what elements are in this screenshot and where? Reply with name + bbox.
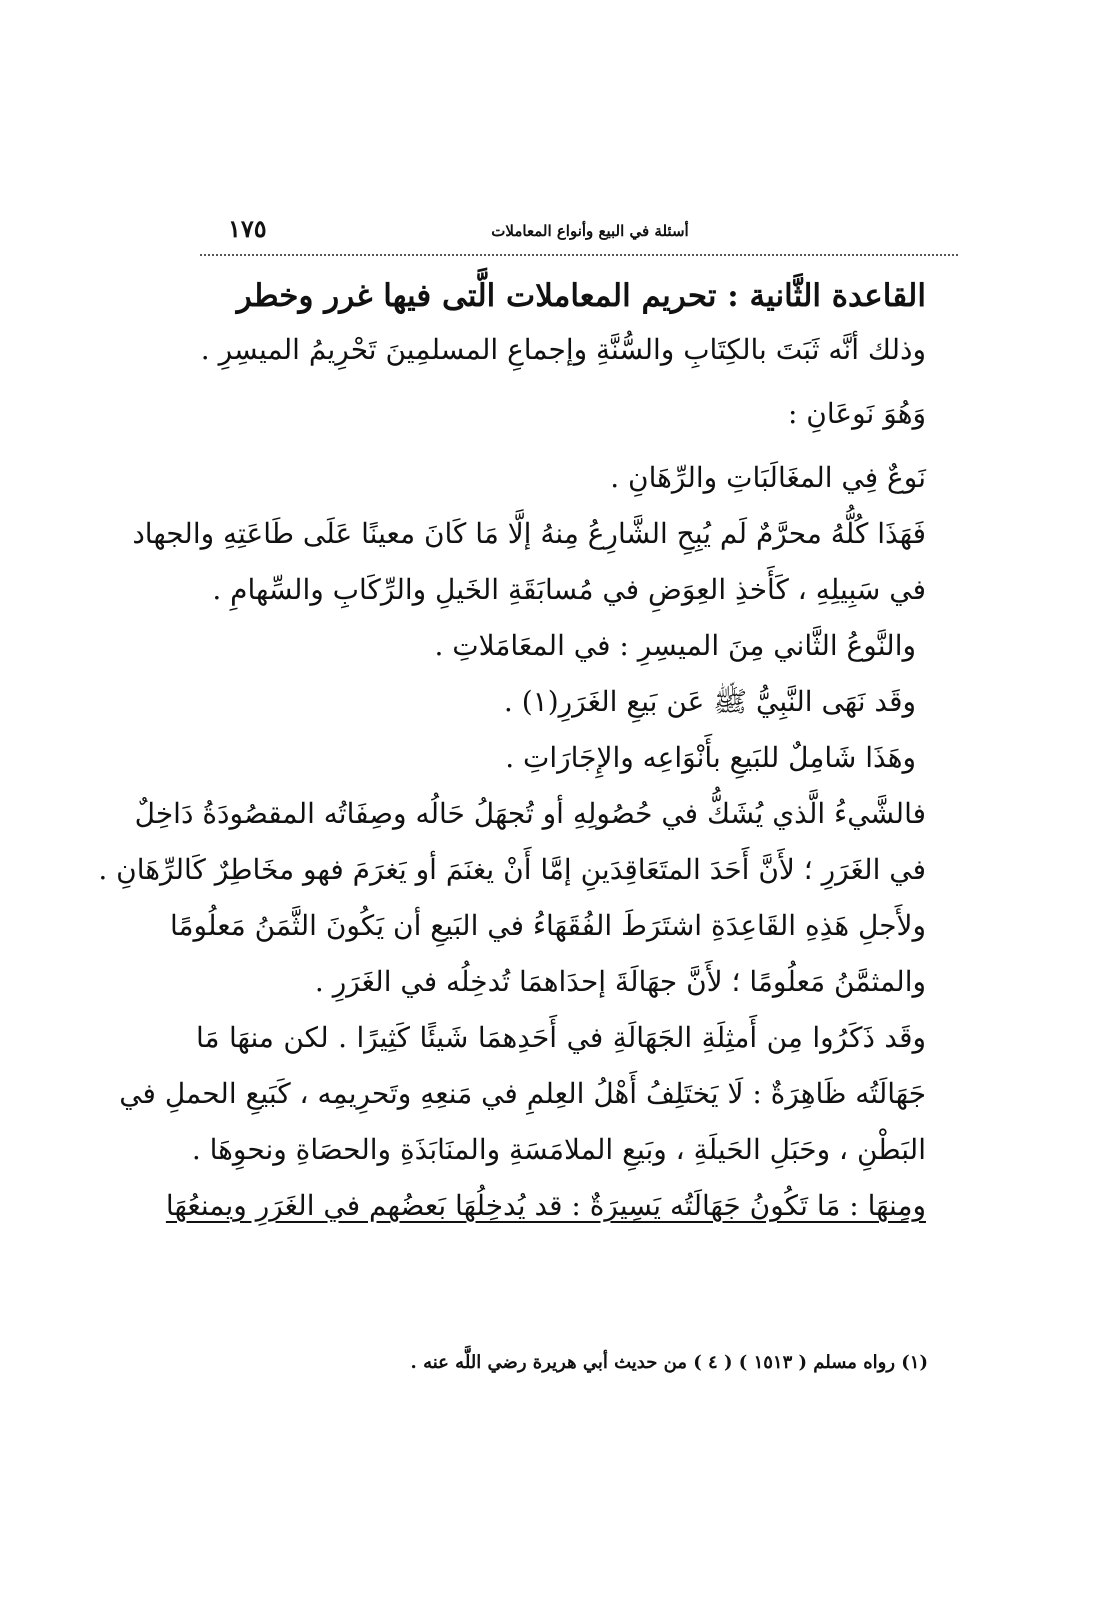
text-line: وَهُوَ نَوعَانِ : [787, 397, 926, 430]
running-title: أسئلة في البيع وأنواع المعاملات [491, 222, 689, 240]
page-number: ١٧٥ [228, 214, 267, 243]
text-line: فَهَذَا كُلُّهُ محرَّمٌ لَم يُبِحِ الشَّارِعُ مِنهُ إلَّا مَا كَانَ معينًا عَلَى طَاعَتِهِ والجهاد [132, 517, 926, 550]
section-heading: القاعدة الثَّانية : تحريم المعاملات الَّتى فيها غرر وخطر [236, 278, 926, 314]
text-line: وقَد ذَكَرُوا مِن أَمثِلَةِ الجَهَالَةِ في أَحَدِهمَا شَيئًا كَثِيرًا . لكن منهَا مَا [196, 1021, 926, 1054]
page-header [200, 208, 958, 256]
text-line: ولأَجلِ هَذِهِ القَاعِدَةِ اشتَرَطَ الفُقَهَاءُ في البَيعِ أن يَكُونَ الثَّمَنُ مَعلُومًا [170, 909, 926, 942]
text-line: البَطْنِ ، وحَبَلِ الحَيلَةِ ، وبَيعِ الملامَسَةِ والمنَابَذَةِ والحصَاةِ ونحوِهَا . [191, 1133, 926, 1166]
text-line: والنَّوعُ الثَّاني مِنَ الميسِرِ : في المعَامَلاتِ . [434, 629, 916, 662]
text-line: جَهَالَتُه ظَاهِرَةٌ : لَا يَختَلِفُ أَهْلُ العِلمِ في مَنعِهِ وتَحرِيمِه ، كَبَيعِ الحملِ في [119, 1077, 926, 1110]
text-line: في الغَرَرِ ؛ لأَنَّ أَحَدَ المتَعَاقِدَينِ إمَّا أَنْ يغنَمَ أو يَغرَمَ فهو مخَاطِرٌ كَالرِّهَانِ . [98, 853, 926, 886]
main-text [98, 270, 926, 1234]
text-line: في سَبِيلِهِ ، كَأَخذِ العِوَضِ في مُسابَقَةِ الخَيلِ والرِّكَابِ والسِّهامِ . [212, 573, 926, 606]
text-line: وقَد نَهَى النَّبِيُّ ﷺ عَن بَيعِ الغَرَرِ(١) . [503, 685, 916, 718]
text-line: وهَذَا شَامِلٌ للبَيعِ بأَنْوَاعِه والإِجَارَاتِ . [505, 741, 916, 774]
text-line: نَوعٌ فِي المغَالَبَاتِ والرِّهَانِ . [610, 461, 926, 494]
text-line: والمثمَّنُ مَعلُومًا ؛ لأَنَّ جهَالَةَ إحدَاهمَا تُدخِلُه في الغَرَرِ . [314, 965, 926, 998]
text-line: فالشَّيءُ الَّذي يُشَكُّ في حُصُولِهِ أو تُجهَلُ حَالُه وصِفَاتُه المقصُودَةُ دَاخِلٌ [134, 797, 926, 830]
footnote: (١) رواه مسلم ( ١٥١٣ ) ( ٤ ) من حديث أبي هريرة رضي اللَّه عنه . [410, 1352, 928, 1373]
text-line: وذلك أنَّه ثَبَتَ بالكِتَابِ والسُّنَّةِ وإجماعِ المسلمِينَ تَحْرِيمُ الميسِرِ . [200, 333, 926, 366]
text-line: ومِنهَا : مَا تَكُونُ جَهَالَتُه يَسِيرَةٌ : قد يُدخِلُهَا بَعضُهم في الغَرَرِ ويمنعُهَا [165, 1189, 926, 1222]
